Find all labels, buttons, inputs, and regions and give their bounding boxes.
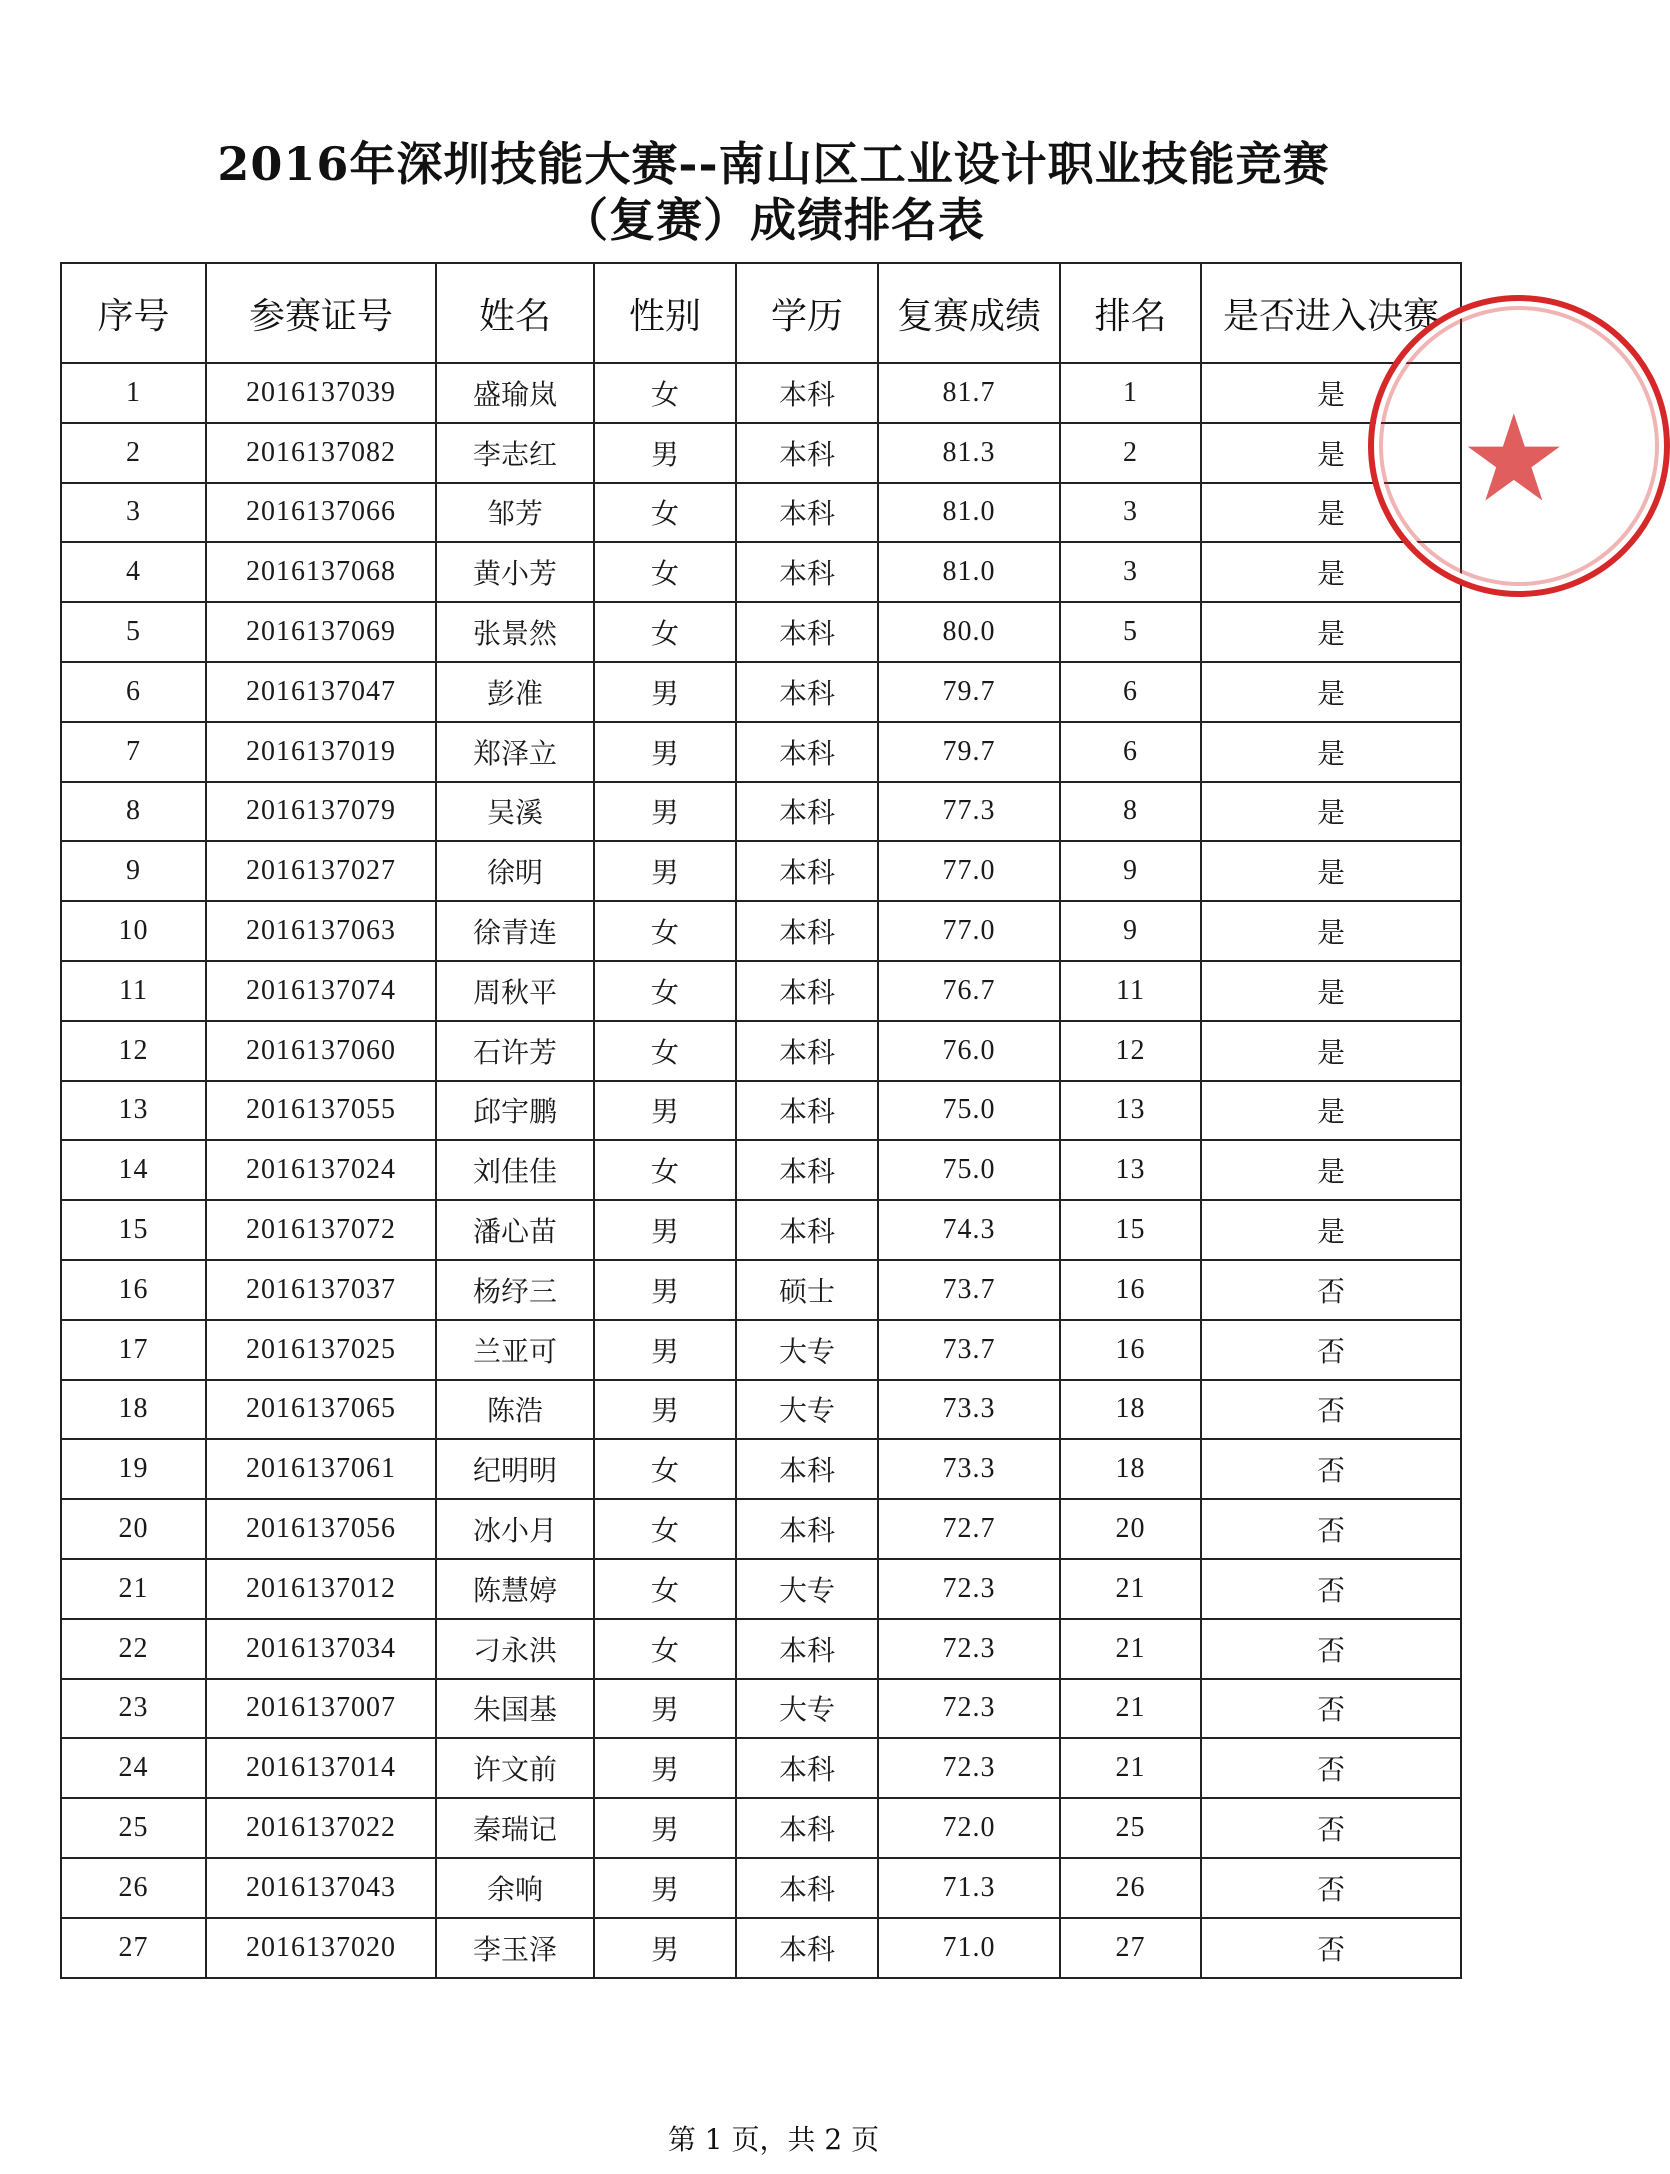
cell-gender: 男 [594, 1679, 736, 1739]
cell-gender: 女 [594, 901, 736, 961]
cell-rank: 21 [1060, 1619, 1201, 1679]
cell-rank: 16 [1060, 1260, 1201, 1320]
cell-index: 13 [61, 1081, 206, 1141]
cell-gender: 女 [594, 483, 736, 543]
cell-entry-number: 2016137065 [206, 1380, 436, 1440]
cell-score: 72.3 [878, 1559, 1060, 1619]
cell-rank: 25 [1060, 1798, 1201, 1858]
cell-rank: 26 [1060, 1858, 1201, 1918]
cell-education: 本科 [736, 782, 878, 842]
cell-name: 秦瑞记 [436, 1798, 594, 1858]
cell-advance: 是 [1201, 901, 1461, 961]
cell-index: 17 [61, 1320, 206, 1380]
cell-score: 72.0 [878, 1798, 1060, 1858]
table-row [61, 1858, 1461, 1918]
cell-name: 徐明 [436, 841, 594, 901]
table-row [61, 901, 1461, 961]
header-name: 姓名 [436, 263, 594, 363]
cell-index: 4 [61, 542, 206, 602]
cell-score: 73.7 [878, 1260, 1060, 1320]
cell-index: 11 [61, 961, 206, 1021]
cell-entry-number: 2016137069 [206, 602, 436, 662]
cell-gender: 女 [594, 1140, 736, 1200]
cell-name: 纪明明 [436, 1439, 594, 1499]
cell-name: 石许芳 [436, 1021, 594, 1081]
cell-index: 15 [61, 1200, 206, 1260]
table-row [61, 1738, 1461, 1798]
cell-score: 73.3 [878, 1380, 1060, 1440]
table-row [61, 841, 1461, 901]
cell-index: 3 [61, 483, 206, 543]
cell-gender: 女 [594, 542, 736, 602]
cell-rank: 16 [1060, 1320, 1201, 1380]
cell-gender: 男 [594, 423, 736, 483]
cell-entry-number: 2016137027 [206, 841, 436, 901]
cell-entry-number: 2016137061 [206, 1439, 436, 1499]
table-header-row [61, 263, 1461, 363]
cell-rank: 6 [1060, 722, 1201, 782]
cell-entry-number: 2016137014 [206, 1738, 436, 1798]
cell-education: 本科 [736, 1200, 878, 1260]
cell-education: 本科 [736, 901, 878, 961]
cell-advance: 是 [1201, 1021, 1461, 1081]
cell-gender: 男 [594, 841, 736, 901]
cell-entry-number: 2016137060 [206, 1021, 436, 1081]
cell-advance: 是 [1201, 782, 1461, 842]
cell-rank: 18 [1060, 1439, 1201, 1499]
cell-rank: 9 [1060, 901, 1201, 961]
cell-education: 本科 [736, 1499, 878, 1559]
table-row [61, 662, 1461, 722]
cell-index: 2 [61, 423, 206, 483]
table-row [61, 1499, 1461, 1559]
cell-index: 24 [61, 1738, 206, 1798]
cell-education: 本科 [736, 1140, 878, 1200]
cell-name: 黄小芳 [436, 542, 594, 602]
cell-gender: 男 [594, 1380, 736, 1440]
cell-gender: 女 [594, 602, 736, 662]
table-row [61, 1320, 1461, 1380]
cell-index: 1 [61, 363, 206, 423]
cell-advance: 否 [1201, 1858, 1461, 1918]
cell-education: 大专 [736, 1679, 878, 1739]
cell-gender: 男 [594, 1081, 736, 1141]
cell-gender: 男 [594, 1200, 736, 1260]
cell-education: 本科 [736, 602, 878, 662]
cell-index: 22 [61, 1619, 206, 1679]
cell-name: 邹芳 [436, 483, 594, 543]
cell-score: 81.0 [878, 542, 1060, 602]
cell-entry-number: 2016137056 [206, 1499, 436, 1559]
document-title-line1: 2016年深圳技能大赛--南山区工业设计职业技能竞赛 [217, 137, 1330, 191]
table-row [61, 423, 1461, 483]
cell-rank: 9 [1060, 841, 1201, 901]
cell-name: 彭准 [436, 662, 594, 722]
cell-gender: 男 [594, 1918, 736, 1978]
cell-education: 硕士 [736, 1260, 878, 1320]
cell-entry-number: 2016137022 [206, 1798, 436, 1858]
cell-score: 72.3 [878, 1738, 1060, 1798]
cell-education: 本科 [736, 1738, 878, 1798]
cell-gender: 男 [594, 1320, 736, 1380]
cell-name: 刘佳佳 [436, 1140, 594, 1200]
cell-name: 盛瑜岚 [436, 363, 594, 423]
cell-gender: 男 [594, 1738, 736, 1798]
cell-advance: 否 [1201, 1918, 1461, 1978]
cell-advance: 否 [1201, 1798, 1461, 1858]
cell-entry-number: 2016137079 [206, 782, 436, 842]
table-row [61, 1559, 1461, 1619]
cell-index: 8 [61, 782, 206, 842]
cell-education: 大专 [736, 1380, 878, 1440]
cell-advance: 是 [1201, 662, 1461, 722]
document-title-line2: （复赛）成绩排名表 [562, 193, 985, 247]
cell-advance: 否 [1201, 1619, 1461, 1679]
cell-score: 74.3 [878, 1200, 1060, 1260]
cell-entry-number: 2016137066 [206, 483, 436, 543]
cell-name: 杨纾三 [436, 1260, 594, 1320]
cell-name: 邱宇鹏 [436, 1081, 594, 1141]
cell-score: 73.3 [878, 1439, 1060, 1499]
cell-name: 刁永洪 [436, 1619, 594, 1679]
cell-index: 7 [61, 722, 206, 782]
cell-index: 25 [61, 1798, 206, 1858]
cell-education: 本科 [736, 483, 878, 543]
header-rank: 排名 [1060, 263, 1201, 363]
table-row [61, 1679, 1461, 1739]
cell-name: 余响 [436, 1858, 594, 1918]
cell-score: 76.0 [878, 1021, 1060, 1081]
cell-rank: 3 [1060, 542, 1201, 602]
table-row [61, 1798, 1461, 1858]
table-row [61, 782, 1461, 842]
table-row [61, 1081, 1461, 1141]
cell-entry-number: 2016137007 [206, 1679, 436, 1739]
cell-score: 71.3 [878, 1858, 1060, 1918]
cell-name: 吴溪 [436, 782, 594, 842]
cell-education: 本科 [736, 961, 878, 1021]
cell-advance: 是 [1201, 542, 1461, 602]
cell-rank: 2 [1060, 423, 1201, 483]
cell-name: 陈浩 [436, 1380, 594, 1440]
cell-score: 75.0 [878, 1140, 1060, 1200]
cell-rank: 11 [1060, 961, 1201, 1021]
cell-entry-number: 2016137047 [206, 662, 436, 722]
table-row [61, 1380, 1461, 1440]
cell-education: 本科 [736, 1439, 878, 1499]
cell-advance: 是 [1201, 602, 1461, 662]
cell-education: 本科 [736, 722, 878, 782]
cell-gender: 男 [594, 662, 736, 722]
cell-education: 本科 [736, 1798, 878, 1858]
table-row [61, 1021, 1461, 1081]
cell-score: 80.0 [878, 602, 1060, 662]
cell-education: 本科 [736, 1858, 878, 1918]
cell-entry-number: 2016137063 [206, 901, 436, 961]
cell-name: 许文前 [436, 1738, 594, 1798]
cell-name: 朱国基 [436, 1679, 594, 1739]
cell-education: 本科 [736, 1021, 878, 1081]
cell-name: 潘心苗 [436, 1200, 594, 1260]
cell-score: 81.0 [878, 483, 1060, 543]
cell-rank: 6 [1060, 662, 1201, 722]
cell-education: 大专 [736, 1559, 878, 1619]
cell-entry-number: 2016137024 [206, 1140, 436, 1200]
cell-score: 77.0 [878, 901, 1060, 961]
cell-education: 本科 [736, 1619, 878, 1679]
cell-advance: 否 [1201, 1260, 1461, 1320]
cell-rank: 21 [1060, 1738, 1201, 1798]
cell-entry-number: 2016137074 [206, 961, 436, 1021]
cell-rank: 15 [1060, 1200, 1201, 1260]
cell-index: 12 [61, 1021, 206, 1081]
cell-index: 26 [61, 1858, 206, 1918]
cell-score: 72.3 [878, 1619, 1060, 1679]
cell-rank: 21 [1060, 1559, 1201, 1619]
cell-advance: 是 [1201, 722, 1461, 782]
table-row [61, 1260, 1461, 1320]
cell-entry-number: 2016137019 [206, 722, 436, 782]
cell-advance: 否 [1201, 1320, 1461, 1380]
cell-education: 本科 [736, 1081, 878, 1141]
cell-rank: 13 [1060, 1081, 1201, 1141]
cell-entry-number: 2016137020 [206, 1918, 436, 1978]
cell-score: 73.7 [878, 1320, 1060, 1380]
cell-entry-number: 2016137037 [206, 1260, 436, 1320]
cell-advance: 否 [1201, 1559, 1461, 1619]
cell-name: 张景然 [436, 602, 594, 662]
header-index: 序号 [61, 263, 206, 363]
results-table [60, 262, 1462, 1979]
cell-gender: 女 [594, 1619, 736, 1679]
cell-score: 79.7 [878, 662, 1060, 722]
cell-name: 李志红 [436, 423, 594, 483]
cell-entry-number: 2016137039 [206, 363, 436, 423]
cell-advance: 否 [1201, 1679, 1461, 1739]
cell-rank: 21 [1060, 1679, 1201, 1739]
cell-index: 23 [61, 1679, 206, 1739]
cell-advance: 否 [1201, 1738, 1461, 1798]
cell-advance: 是 [1201, 483, 1461, 543]
cell-gender: 女 [594, 1439, 736, 1499]
cell-rank: 20 [1060, 1499, 1201, 1559]
cell-score: 71.0 [878, 1918, 1060, 1978]
cell-name: 周秋平 [436, 961, 594, 1021]
cell-education: 本科 [736, 423, 878, 483]
cell-score: 81.3 [878, 423, 1060, 483]
cell-advance: 否 [1201, 1499, 1461, 1559]
cell-gender: 男 [594, 1798, 736, 1858]
cell-entry-number: 2016137068 [206, 542, 436, 602]
table-row [61, 722, 1461, 782]
cell-advance: 是 [1201, 1081, 1461, 1141]
cell-index: 19 [61, 1439, 206, 1499]
header-education: 学历 [736, 263, 878, 363]
cell-rank: 1 [1060, 363, 1201, 423]
table-row [61, 483, 1461, 543]
cell-gender: 男 [594, 1260, 736, 1320]
cell-name: 徐青连 [436, 901, 594, 961]
cell-entry-number: 2016137072 [206, 1200, 436, 1260]
cell-index: 18 [61, 1380, 206, 1440]
cell-index: 14 [61, 1140, 206, 1200]
cell-index: 10 [61, 901, 206, 961]
cell-entry-number: 2016137055 [206, 1081, 436, 1141]
header-advance: 是否进入决赛 [1201, 263, 1461, 363]
cell-entry-number: 2016137034 [206, 1619, 436, 1679]
cell-education: 本科 [736, 363, 878, 423]
cell-advance: 是 [1201, 423, 1461, 483]
cell-name: 李玉泽 [436, 1918, 594, 1978]
cell-score: 77.3 [878, 782, 1060, 842]
header-score: 复赛成绩 [878, 263, 1060, 363]
cell-gender: 女 [594, 1021, 736, 1081]
cell-name: 陈慧婷 [436, 1559, 594, 1619]
cell-index: 21 [61, 1559, 206, 1619]
cell-score: 72.3 [878, 1679, 1060, 1739]
cell-rank: 27 [1060, 1918, 1201, 1978]
cell-rank: 3 [1060, 483, 1201, 543]
cell-education: 本科 [736, 662, 878, 722]
cell-education: 本科 [736, 841, 878, 901]
cell-index: 5 [61, 602, 206, 662]
table-row [61, 363, 1461, 423]
table-row [61, 1140, 1461, 1200]
table-row [61, 1619, 1461, 1679]
cell-education: 大专 [736, 1320, 878, 1380]
cell-advance: 是 [1201, 363, 1461, 423]
cell-name: 冰小月 [436, 1499, 594, 1559]
cell-advance: 是 [1201, 1200, 1461, 1260]
cell-gender: 女 [594, 363, 736, 423]
cell-rank: 5 [1060, 602, 1201, 662]
cell-score: 79.7 [878, 722, 1060, 782]
cell-education: 本科 [736, 542, 878, 602]
cell-rank: 18 [1060, 1380, 1201, 1440]
cell-gender: 女 [594, 1559, 736, 1619]
cell-gender: 女 [594, 1499, 736, 1559]
cell-index: 20 [61, 1499, 206, 1559]
cell-advance: 是 [1201, 961, 1461, 1021]
cell-score: 76.7 [878, 961, 1060, 1021]
cell-advance: 是 [1201, 841, 1461, 901]
table-row [61, 1439, 1461, 1499]
cell-rank: 12 [1060, 1021, 1201, 1081]
seal-star-icon: ★ [1460, 390, 1568, 529]
table-row [61, 602, 1461, 662]
cell-name: 兰亚可 [436, 1320, 594, 1380]
cell-index: 27 [61, 1918, 206, 1978]
page-footer: 第 1 页，共 2 页 [667, 2123, 880, 2156]
cell-index: 16 [61, 1260, 206, 1320]
cell-advance: 否 [1201, 1439, 1461, 1499]
cell-score: 77.0 [878, 841, 1060, 901]
cell-rank: 8 [1060, 782, 1201, 842]
table-row [61, 961, 1461, 1021]
cell-gender: 男 [594, 782, 736, 842]
table-row [61, 1200, 1461, 1260]
cell-entry-number: 2016137082 [206, 423, 436, 483]
cell-index: 6 [61, 662, 206, 722]
cell-gender: 男 [594, 722, 736, 782]
cell-score: 75.0 [878, 1081, 1060, 1141]
cell-advance: 是 [1201, 1140, 1461, 1200]
cell-entry-number: 2016137025 [206, 1320, 436, 1380]
cell-entry-number: 2016137043 [206, 1858, 436, 1918]
header-entry-number: 参赛证号 [206, 263, 436, 363]
cell-score: 81.7 [878, 363, 1060, 423]
table-row [61, 542, 1461, 602]
cell-rank: 13 [1060, 1140, 1201, 1200]
cell-education: 本科 [736, 1918, 878, 1978]
cell-name: 郑泽立 [436, 722, 594, 782]
cell-gender: 男 [594, 1858, 736, 1918]
cell-gender: 女 [594, 961, 736, 1021]
table-row [61, 1918, 1461, 1978]
header-gender: 性别 [594, 263, 736, 363]
cell-entry-number: 2016137012 [206, 1559, 436, 1619]
cell-index: 9 [61, 841, 206, 901]
cell-score: 72.7 [878, 1499, 1060, 1559]
cell-advance: 否 [1201, 1380, 1461, 1440]
